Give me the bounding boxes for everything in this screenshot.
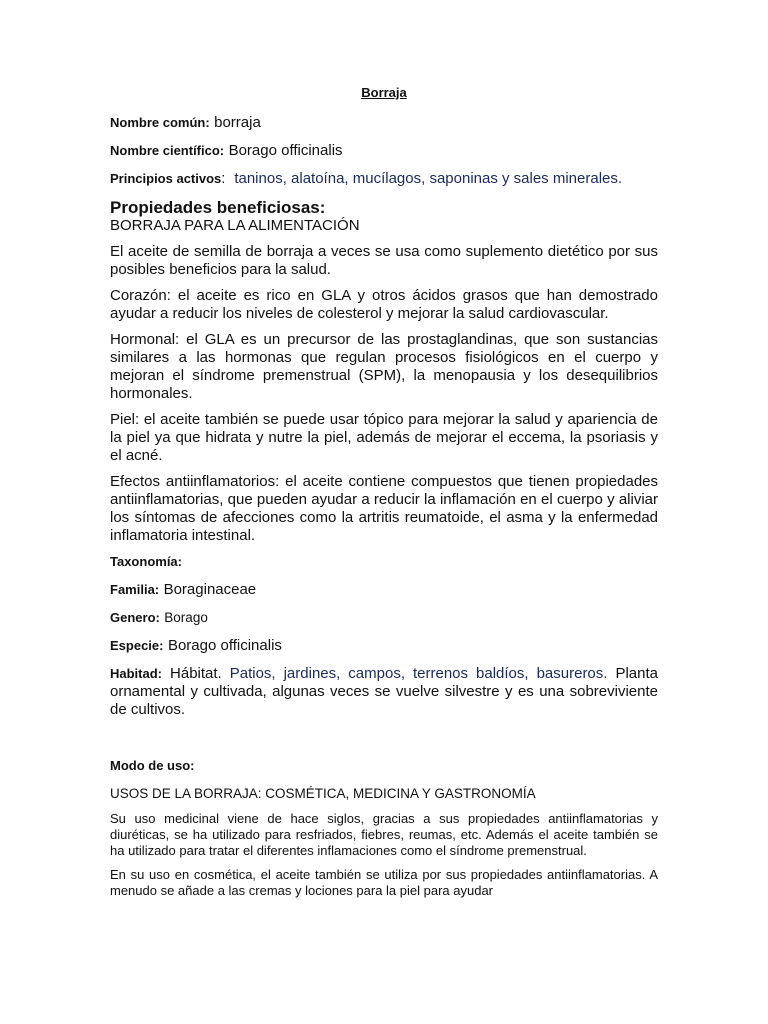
genero-label: Genero: <box>110 610 160 625</box>
habitat-places: Patios, jardines, campos, terrenos baldíos, basureros. <box>229 665 608 682</box>
nombre-cientifico-value: Borago officinalis <box>228 142 343 159</box>
habitat-lead: Hábitat. <box>170 665 222 682</box>
propiedades-subheading: BORRAJA PARA LA ALIMENTACIÓN <box>110 217 360 234</box>
propiedades-paragraph: Hormonal: el GLA es un precursor de las prostaglandinas, que son sustancias similares a las hormonas que regulan procesos fisiológicos en el cuerpo y mejoran el síndrome premenstrual (SPM), la menopausia y los desequilibrios hormonales. <box>110 331 658 402</box>
modo-de-uso-paragraph: Su uso medicinal viene de hace siglos, gracias a sus propiedades antiinflamatorias y diuréticas, se ha utilizado para resfriados, fiebres, reumas, etc. Además el aceite también se ha utilizado para tratar el diferentes inflamaciones como el síndrome premenstrual. <box>110 811 658 858</box>
propiedades-heading: Propiedades beneficiosas: <box>110 198 326 217</box>
propiedades-paragraph: Corazón: el aceite es rico en GLA y otros ácidos grasos que han demostrado ayudar a reducir los niveles de colesterol y mejorar la salud cardiovascular. <box>110 287 658 322</box>
propiedades-paragraph: Piel: el aceite también se puede usar tópico para mejorar la salud y apariencia de la piel ya que hidrata y nutre la piel, además de mejorar el eccema, la psoriasis y el acné. <box>110 411 658 464</box>
habitat-label: Habitad: <box>110 666 162 681</box>
document-title: Borraja <box>361 85 407 100</box>
habitat-paragraph <box>110 665 658 719</box>
taxonomia-heading: Taxonomía: <box>110 554 182 569</box>
nombre-cientifico-field <box>110 142 658 160</box>
especie-field <box>110 637 658 655</box>
familia-value: Boraginaceae <box>163 581 257 598</box>
modo-de-uso-heading: Modo de uso: <box>110 758 195 773</box>
familia-label: Familia: <box>110 582 160 597</box>
nombre-cientifico-label: Nombre científico: <box>110 143 225 158</box>
document-content <box>110 84 658 907</box>
nombre-comun-label: Nombre común: <box>110 115 210 130</box>
principios-activos-value: taninos, alatoína, mucílagos, saponinas y sales minerales. <box>234 170 623 187</box>
principios-activos-colon: : <box>221 170 226 187</box>
nombre-comun-field <box>110 114 658 132</box>
modo-de-uso-subheading: USOS DE LA BORRAJA: COSMÉTICA, MEDICINA Y GASTRONOMÍA <box>110 786 536 801</box>
especie-value: Borago officinalis <box>167 637 282 654</box>
nombre-comun-value: borraja <box>214 114 261 131</box>
familia-field <box>110 581 658 599</box>
principios-activos-label: Principios activos <box>110 171 222 186</box>
modo-de-uso-paragraph: En su uso en cosmética, el aceite también se utiliza por sus propiedades antiinflamatorias. A menudo se añade a las cremas y lociones para la piel para ayudar <box>110 867 658 898</box>
genero-value: Borago <box>164 610 208 625</box>
propiedades-paragraph: Efectos antiinflamatorios: el aceite contiene compuestos que tienen propiedades antiinflamatorias, que pueden ayudar a reducir la inflamación en el cuerpo y aliviar los síntomas de afecciones como la artritis reumatoide, el asma y la enfermedad inflamatoria intestinal. <box>110 473 658 544</box>
propiedades-paragraph: El aceite de semilla de borraja a veces se usa como suplemento dietético por sus posibles beneficios para la salud. <box>110 243 658 278</box>
principios-activos-field <box>110 170 658 188</box>
habitat-rest: Planta ornamental y cultivada, algunas veces se vuelve silvestre y es una sobreviviente de cultivos. <box>110 665 659 718</box>
especie-label: Especie: <box>110 638 164 653</box>
genero-field <box>110 609 658 627</box>
